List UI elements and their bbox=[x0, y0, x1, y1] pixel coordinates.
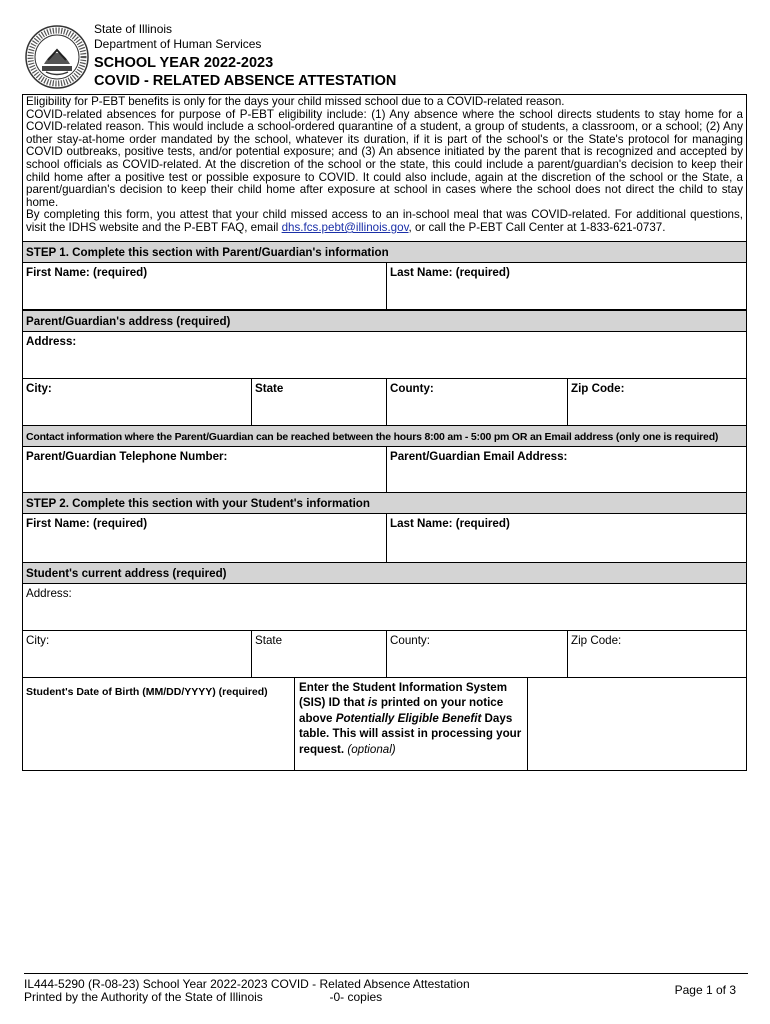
student-dob-field[interactable]: Student's Date of Birth (MM/DD/YYYY) (required) bbox=[23, 678, 295, 770]
guardian-email-field[interactable]: Parent/Guardian Email Address: bbox=[390, 449, 568, 463]
intro-paragraph-1: Eligibility for P-EBT benefits is only for the days your child missed school due to a COVID-related reason. bbox=[26, 95, 565, 108]
student-state-field[interactable]: State bbox=[252, 631, 387, 677]
form-title: COVID - RELATED ABSENCE ATTESTATION bbox=[94, 73, 397, 89]
student-first-name-field[interactable]: First Name: (required) bbox=[23, 514, 387, 562]
student-sis-id-instructions: Enter the Student Information System (SIS) ID that is printed on your notice above Potentially Eligible Benefit Days table. This will assist in processing your request. (optional) bbox=[295, 678, 528, 770]
guardian-phone-field[interactable]: Parent/Guardian Telephone Number: bbox=[23, 447, 387, 492]
student-city-field[interactable]: City: bbox=[23, 631, 252, 677]
guardian-state-field[interactable]: State bbox=[252, 379, 387, 425]
school-year-title: SCHOOL YEAR 2022-2023 bbox=[94, 55, 274, 71]
illinois-seal-icon bbox=[24, 24, 90, 90]
guardian-first-name-field[interactable]: First Name: (required) bbox=[23, 263, 387, 309]
student-zip-field[interactable]: Zip Code: bbox=[571, 633, 622, 647]
student-sis-id-field[interactable] bbox=[528, 678, 746, 770]
guardian-city-field[interactable]: City: bbox=[23, 379, 252, 425]
student-address-heading: Student's current address (required) bbox=[23, 562, 746, 584]
page-number: Page 1 of 3 bbox=[674, 983, 736, 997]
step1-heading: STEP 1. Complete this section with Parent/Guardian's information bbox=[23, 241, 746, 263]
guardian-zip-field[interactable]: Zip Code: bbox=[571, 381, 625, 395]
form-number: IL444-5290 (R-08-23) School Year 2022-2023 COVID - Related Absence Attestation bbox=[24, 977, 470, 991]
form-footer bbox=[24, 973, 748, 1004]
attestation-form bbox=[22, 94, 747, 771]
step2-heading: STEP 2. Complete this section with your Student's information bbox=[23, 492, 746, 514]
student-address-field[interactable]: Address: bbox=[26, 586, 72, 600]
form-header bbox=[24, 18, 754, 94]
intro-paragraph-3: By completing this form, you attest that your child missed access to an in-school meal that was COVID-related. For additional questions, visit the IDHS website and the P-EBT FAQ, email dhs.fcs.pebt@illinois.gov, or call the P-EBT Call Center at 1-833-621-0737. bbox=[26, 208, 743, 234]
agency-state: State of Illinois bbox=[94, 22, 173, 36]
guardian-last-name-field[interactable]: Last Name: (required) bbox=[390, 265, 510, 279]
intro-paragraph-2: COVID-related absences for purpose of P-EBT eligibility include: (1) Any absence where the school directs students to stay home for a COVID-related reason. This would include a school-ordered quarantine of a student, a group of students, a classroom, or a school; (2) Any other stay-at-home order mandated by the school, whatever its duration, if it is part of the school's or the State's protocol for managing COVID outbreaks, positive tests, and/or potential exposure; and (3) An absence initiated by the parent that is recognized and accepted by school officials as COVID-related. At the discretion of the school or the state, this could include a parent/guardian's decision to keep their child home after a positive test or possible exposure to COVID. It could also include, again at the discretion of the school or the State, a parent/guardian's decision to keep their child home after exposure at school in cases where the school does not direct the child to stay home. bbox=[26, 107, 743, 209]
pebt-email-link[interactable]: dhs.fcs.pebt@illinois.gov bbox=[281, 220, 409, 234]
guardian-county-field[interactable]: County: bbox=[387, 379, 568, 425]
student-last-name-field[interactable]: Last Name: (required) bbox=[390, 516, 510, 530]
student-county-field[interactable]: County: bbox=[387, 631, 568, 677]
guardian-address-field[interactable]: Address: bbox=[26, 334, 77, 348]
printing-authority: Printed by the Authority of the State of Illinois -0- copies bbox=[24, 990, 383, 1004]
agency-department: Department of Human Services bbox=[94, 37, 262, 51]
eligibility-intro bbox=[23, 95, 746, 241]
guardian-contact-heading: Contact information where the Parent/Guardian can be reached between the hours 8:00 am - 5:00 pm OR an Email address (only one is required) bbox=[23, 425, 746, 447]
guardian-address-heading: Parent/Guardian's address (required) bbox=[23, 310, 746, 332]
